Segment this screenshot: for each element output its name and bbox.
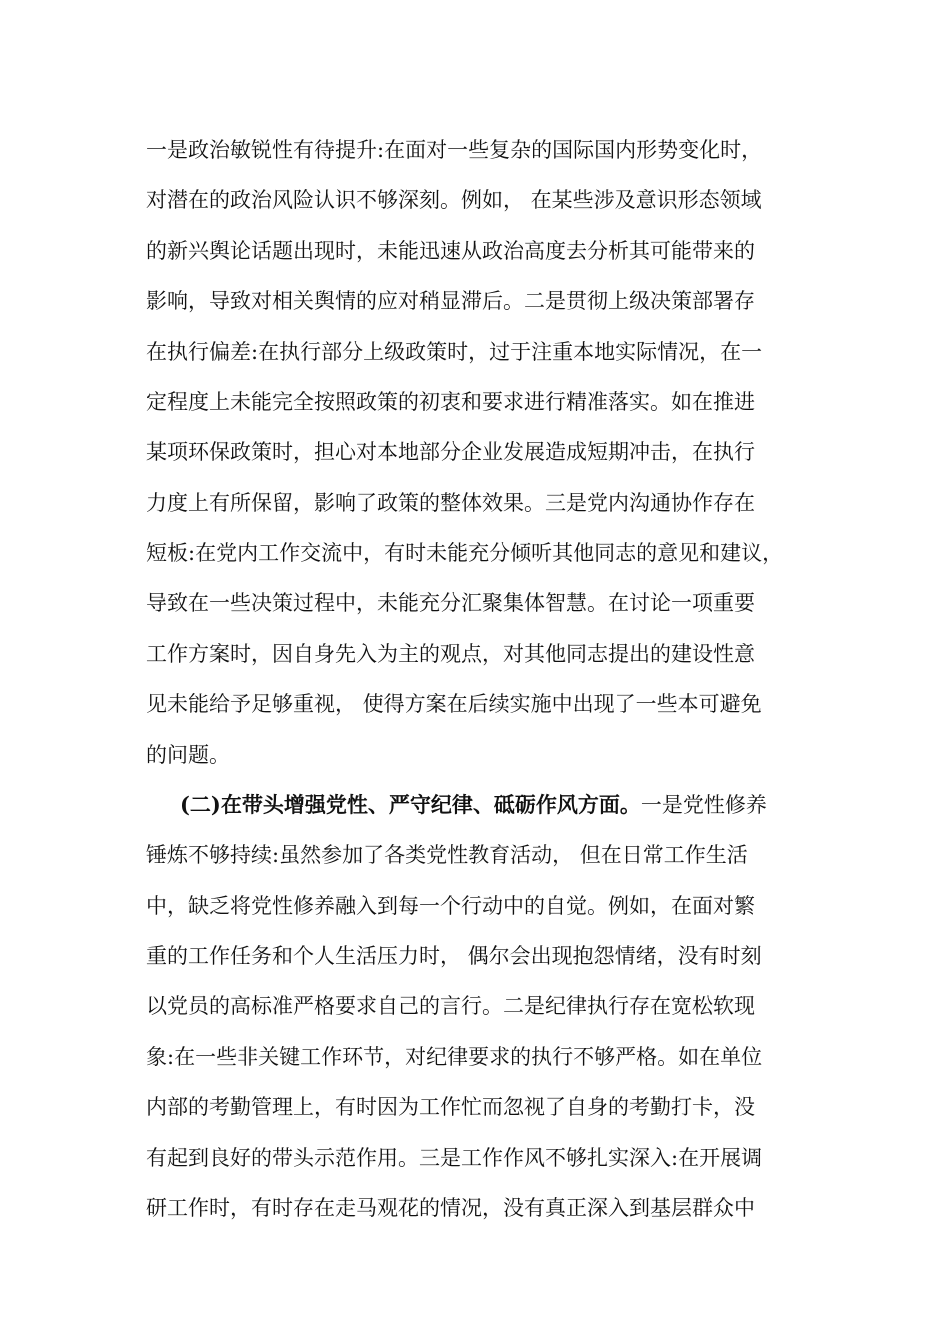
text-line: 有起到良好的带头示范作用。三是工作作风不够扎实深入:在开展调 (146, 1146, 763, 1170)
section-first-line-text: 一是党性修养 (640, 793, 767, 817)
text-line: 定程度上未能完全按照政策的初衷和要求进行精准落实。如在推进 (146, 390, 755, 414)
text-line: 研工作时，有时存在走马观花的情况，没有真正深入到基层群众中 (146, 1196, 755, 1220)
text-line: 在执行偏差:在执行部分上级政策时，过于注重本地实际情况，在一 (146, 340, 763, 364)
section-heading: (二)在带头增强党性、严守纪律、砥砺作风方面。 (180, 792, 641, 817)
text-line: 重的工作任务和个人生活压力时， 偶尔会出现抱怨情绪，没有时刻 (146, 944, 762, 968)
text-line: 内部的考勤管理上，有时因为工作忙而忽视了自身的考勤打卡，没 (146, 1095, 755, 1119)
section-first-line (180, 785, 767, 825)
text-line: 某项环保政策时，担心对本地部分企业发展造成短期冲击，在执行 (146, 440, 755, 464)
text-line: 锤炼不够持续:虽然参加了各类党性教育活动， 但在日常工作生活 (146, 843, 748, 867)
text-line: 对潜在的政治风险认识不够深刻。例如， 在某些涉及意识形态领域 (146, 188, 762, 212)
text-line: 一是政治敏锐性有待提升:在面对一些复杂的国际国内形势变化时， (146, 138, 763, 162)
text-line: 影响，导致对相关舆情的应对稍显滞后。二是贯彻上级决策部署存 (146, 289, 755, 313)
text-line: 力度上有所保留，影响了政策的整体效果。三是党内沟通协作存在 (146, 491, 755, 515)
text-line: 中，缺乏将党性修养融入到每一个行动中的自觉。例如，在面对繁 (146, 894, 755, 918)
text-line: 短板:在党内工作交流中，有时未能充分倾听其他同志的意见和建议， (146, 541, 784, 565)
text-line: 象:在一些非关键工作环节，对纪律要求的执行不够严格。如在单位 (146, 1045, 763, 1069)
text-line: 的新兴舆论话题出现时，未能迅速从政治高度去分析其可能带来的 (146, 239, 755, 263)
text-line: 以党员的高标准严格要求自己的言行。二是纪律执行存在宽松软现 (146, 994, 755, 1018)
text-line: 的问题。 (146, 743, 230, 767)
text-line: 导致在一些决策过程中，未能充分汇聚集体智慧。在讨论一项重要 (146, 591, 755, 615)
text-line: 工作方案时，因自身先入为主的观点，对其他同志提出的建设性意 (146, 642, 755, 666)
text-line: 见未能给予足够重视， 使得方案在后续实施中出现了一些本可避免 (146, 692, 762, 716)
